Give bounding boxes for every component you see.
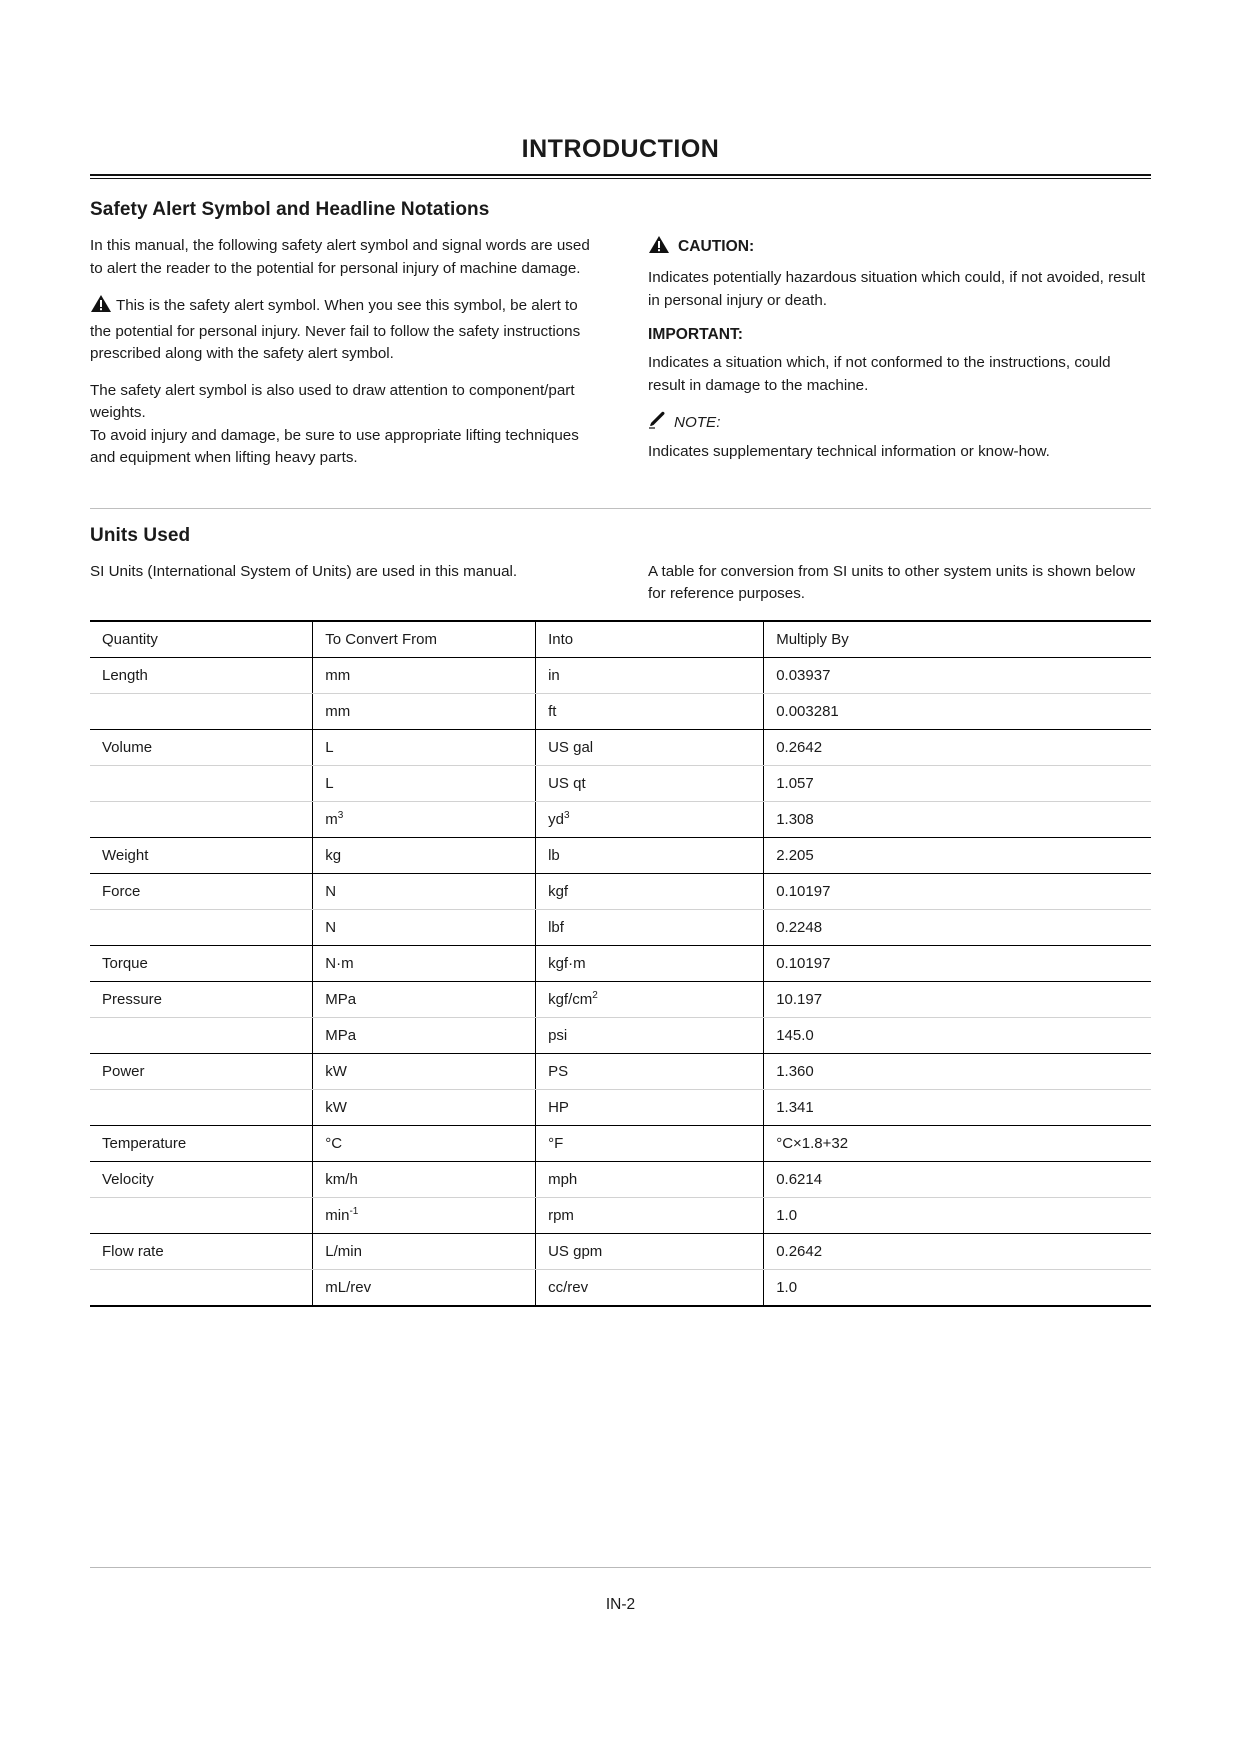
cell-into: in [536,657,764,693]
safety-right-column [648,235,1151,478]
column-header-quantity: Quantity [90,621,313,658]
cell-multiply-by: 0.2642 [764,729,1151,765]
cell-quantity [90,801,313,837]
column-header-convert-from: To Convert From [313,621,536,658]
important-label: IMPORTANT: [648,326,743,343]
cell-quantity [90,909,313,945]
safety-columns [90,235,1151,484]
cell-quantity: Force [90,873,313,909]
cell-convert-from: MPa [313,1017,536,1053]
table-row [90,909,1151,945]
cell-multiply-by: 0.003281 [764,693,1151,729]
note-heading [648,411,1151,433]
cell-multiply-by: 145.0 [764,1017,1151,1053]
cell-quantity [90,1017,313,1053]
safety-weights-text: The safety alert symbol is also used to draw attention to component/part weights. [90,381,575,421]
cell-convert-from: km/h [313,1161,536,1197]
cell-into: $yd^3$ [536,801,764,837]
table-row [90,1161,1151,1197]
units-right-text: A table for conversion from SI units to other system units is shown below for reference purposes. [648,562,1136,602]
footer-rule [90,1567,1151,1568]
column-header-multiply-by: Multiply By [764,621,1151,658]
cell-into: cc/rev [536,1269,764,1306]
cell-multiply-by: 1.0 [764,1269,1151,1306]
cell-convert-from: L/min [313,1233,536,1269]
cell-convert-from: MPa [313,981,536,1017]
cell-quantity [90,1089,313,1125]
caution-triangle-icon [648,235,670,259]
cell-quantity: Velocity [90,1161,313,1197]
cell-convert-from: kW [313,1053,536,1089]
cell-convert-from: $m^3$ [313,801,536,837]
caution-text: Indicates potentially hazardous situation which could, if not avoided, result in personal injury or death. [648,269,1146,309]
cell-into: psi [536,1017,764,1053]
cell-convert-from: L [313,765,536,801]
cell-into: US qt [536,765,764,801]
cell-into: HP [536,1089,764,1125]
note-label: NOTE: [674,413,721,431]
section-heading-safety: Safety Alert Symbol and Headline Notations [90,199,490,220]
cell-convert-from: N·m [313,945,536,981]
cell-convert-from: N [313,873,536,909]
table-row [90,1197,1151,1233]
cell-into: °F [536,1125,764,1161]
title-rule-thin [90,178,1151,179]
cell-multiply-by: 0.6214 [764,1161,1151,1197]
cell-multiply-by: 1.0 [764,1197,1151,1233]
safety-lifting-text: To avoid injury and damage, be sure to use appropriate lifting techniques and equipment when lifting heavy parts. [90,426,579,466]
table-row [90,693,1151,729]
table-row [90,1017,1151,1053]
table-body [90,657,1151,1306]
page-number: IN-2 [605,1596,636,1613]
table-row [90,1233,1151,1269]
cell-convert-from: mm [313,657,536,693]
cell-into: PS [536,1053,764,1089]
cell-into: ft [536,693,764,729]
table-row [90,873,1151,909]
cell-quantity [90,765,313,801]
table-row [90,729,1151,765]
safety-alert-triangle-icon [90,294,112,321]
cell-multiply-by: °C×1.8+32 [764,1125,1151,1161]
table-row [90,945,1151,981]
cell-multiply-by: 0.03937 [764,657,1151,693]
safety-symbol-paragraph [90,294,593,366]
cell-convert-from: mm [313,693,536,729]
units-right-column [648,561,1151,606]
table-row [90,981,1151,1017]
table-header [90,621,1151,658]
cell-convert-from: kg [313,837,536,873]
cell-multiply-by: 1.360 [764,1053,1151,1089]
table-row [90,657,1151,693]
cell-quantity: Volume [90,729,313,765]
cell-into: kgf·m [536,945,764,981]
caution-heading [648,235,1151,259]
cell-quantity: Flow rate [90,1233,313,1269]
cell-multiply-by: 0.10197 [764,873,1151,909]
cell-into: lbf [536,909,764,945]
cell-multiply-by: 2.205 [764,837,1151,873]
units-left-column [90,561,593,584]
cell-multiply-by: 1.308 [764,801,1151,837]
cell-quantity: Power [90,1053,313,1089]
cell-multiply-by: 10.197 [764,981,1151,1017]
cell-convert-from: mL/rev [313,1269,536,1306]
cell-convert-from: L [313,729,536,765]
cell-convert-from: N [313,909,536,945]
cell-into: mph [536,1161,764,1197]
cell-quantity [90,1269,313,1306]
cell-quantity: Torque [90,945,313,981]
units-left-text: SI Units (International System of Units) are used in this manual. [90,562,518,580]
table-row [90,837,1151,873]
cell-into: US gal [536,729,764,765]
table-header-row [90,621,1151,658]
unit-conversion-table [90,620,1151,1307]
cell-quantity: Temperature [90,1125,313,1161]
table-row [90,801,1151,837]
cell-multiply-by: 1.057 [764,765,1151,801]
table-row [90,1053,1151,1089]
table-row [90,1089,1151,1125]
cell-multiply-by: 0.2248 [764,909,1151,945]
safety-left-column [90,235,593,484]
safety-symbol-text: This is the safety alert symbol. When you see this symbol, be alert to the potential for personal injury. Never fail to follow the safety instructions prescribed along with the safety alert symbol. [90,297,581,362]
cell-quantity [90,693,313,729]
cell-multiply-by: 1.341 [764,1089,1151,1125]
pencil-icon [648,411,667,433]
cell-quantity: Pressure [90,981,313,1017]
cell-into: lb [536,837,764,873]
cell-quantity [90,1197,313,1233]
table-row [90,1269,1151,1306]
important-text: Indicates a situation which, if not conformed to the instructions, could result in damage to the machine. [648,354,1111,394]
table-row [90,1125,1151,1161]
cell-into: kgf [536,873,764,909]
cell-multiply-by: 0.2642 [764,1233,1151,1269]
column-header-into: Into [536,621,764,658]
cell-quantity: Length [90,657,313,693]
table-row [90,765,1151,801]
units-columns [90,561,1151,606]
note-text: Indicates supplementary technical information or know-how. [648,443,1050,460]
section-heading-units: Units Used [90,524,191,546]
cell-convert-from: °C [313,1125,536,1161]
cell-convert-from: $\min^{-1}$ [313,1197,536,1233]
cell-into: US gpm [536,1233,764,1269]
cell-multiply-by: 0.10197 [764,945,1151,981]
cell-into: kgf/$cm^2$ [536,981,764,1017]
page-title: INTRODUCTION [521,135,720,163]
section-divider [90,508,1151,509]
title-rule-thick [90,174,1151,176]
cell-into: rpm [536,1197,764,1233]
cell-convert-from: kW [313,1089,536,1125]
cell-quantity: Weight [90,837,313,873]
caution-label: CAUTION: [678,238,755,255]
safety-intro-text: In this manual, the following safety alert symbol and signal words are used to alert the reader to the potential for personal injury of machine damage. [90,237,590,277]
